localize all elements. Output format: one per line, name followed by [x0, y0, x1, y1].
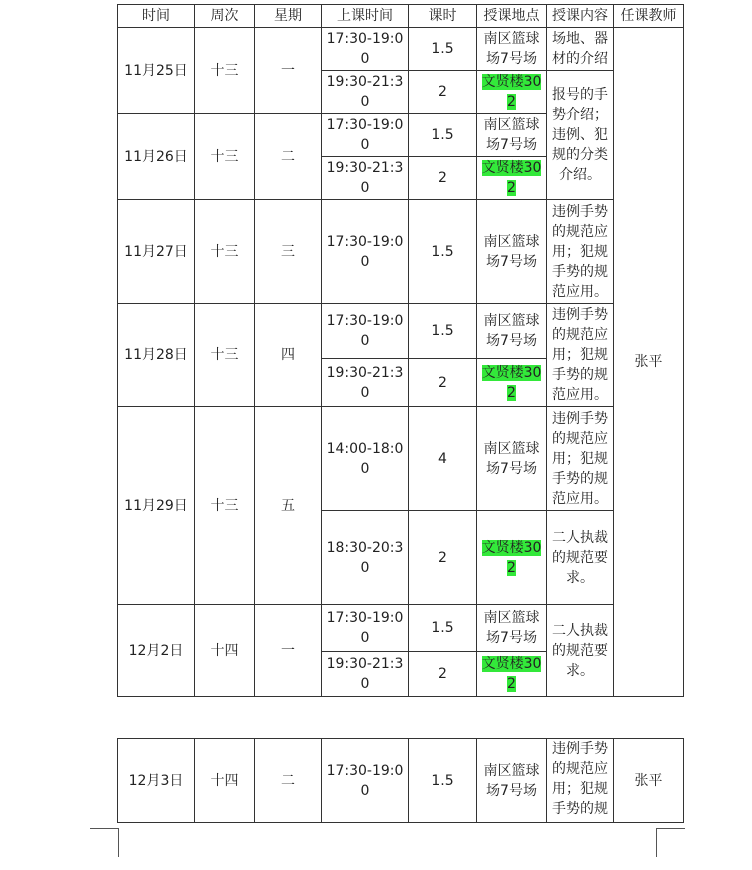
- hours-cell: 1.5: [409, 304, 477, 359]
- time-cell: 19:30-21:30: [322, 71, 409, 114]
- header-content: 授课内容: [547, 5, 614, 28]
- time-cell: 17:30-19:00: [322, 739, 409, 823]
- header-weekday: 星期: [255, 5, 322, 28]
- hours-cell: 2: [409, 157, 477, 200]
- table-row: [118, 739, 684, 823]
- week-cell: 十三: [195, 304, 255, 407]
- weekday-cell: 一: [255, 605, 322, 697]
- content-cell: 违例手势的规范应用；犯规手势的规范应用。: [547, 407, 614, 511]
- date-cell: 12月3日: [118, 739, 195, 823]
- weekday-cell: 二: [255, 114, 322, 200]
- location-cell: 南区篮球场7号场: [477, 114, 547, 157]
- table-row: [118, 304, 684, 359]
- header-row: [118, 5, 684, 28]
- week-cell: 十三: [195, 200, 255, 304]
- weekday-cell: 四: [255, 304, 322, 407]
- location-cell: [477, 359, 547, 407]
- header-hours: 课时: [409, 5, 477, 28]
- content-cell: 场地、器材的介绍: [547, 28, 614, 71]
- location-cell: 南区篮球场7号场: [477, 739, 547, 823]
- hours-cell: 1.5: [409, 114, 477, 157]
- hours-cell: 2: [409, 359, 477, 407]
- time-cell: 19:30-21:30: [322, 359, 409, 407]
- location-highlight: 文贤楼302: [481, 160, 542, 196]
- week-cell: 十三: [195, 114, 255, 200]
- location-cell: [477, 511, 547, 605]
- location-cell: [477, 652, 547, 697]
- hours-cell: 1.5: [409, 28, 477, 71]
- time-cell: 17:30-19:00: [322, 200, 409, 304]
- location-cell: 南区篮球场7号场: [477, 200, 547, 304]
- time-cell: 17:30-19:00: [322, 304, 409, 359]
- weekday-cell: 五: [255, 407, 322, 605]
- date-cell: 11月25日: [118, 28, 195, 114]
- location-cell: [477, 71, 547, 114]
- schedule-table: [117, 4, 684, 697]
- hours-cell: 2: [409, 652, 477, 697]
- time-cell: 19:30-21:30: [322, 652, 409, 697]
- hours-cell: 1.5: [409, 739, 477, 823]
- time-cell: 14:00-18:00: [322, 407, 409, 511]
- hours-cell: 2: [409, 511, 477, 605]
- time-cell: 17:30-19:00: [322, 114, 409, 157]
- location-cell: 南区篮球场7号场: [477, 407, 547, 511]
- table-row: [118, 200, 684, 304]
- weekday-cell: 二: [255, 739, 322, 823]
- location-highlight: 文贤楼302: [481, 364, 542, 401]
- page-crop-mark-right: [656, 828, 685, 857]
- date-cell: 11月28日: [118, 304, 195, 407]
- location-highlight: 文贤楼302: [481, 656, 542, 692]
- location-highlight: 文贤楼302: [481, 74, 542, 110]
- content-cell: 违例手势的规范应用；犯规手势的规: [547, 739, 614, 823]
- content-cell: 违例手势的规范应用；犯规手势的规范应用。: [547, 200, 614, 304]
- content-cell: 二人执裁的规范要求。: [547, 511, 614, 605]
- content-cell: 二人执裁的规范要求。: [547, 605, 614, 697]
- time-cell: 18:30-20:30: [322, 511, 409, 605]
- page-crop-mark-left: [90, 828, 119, 857]
- header-location: 授课地点: [477, 5, 547, 28]
- time-cell: 17:30-19:00: [322, 28, 409, 71]
- schedule-table-continued: [117, 738, 684, 823]
- time-cell: 19:30-21:30: [322, 157, 409, 200]
- week-cell: 十四: [195, 605, 255, 697]
- location-cell: [477, 157, 547, 200]
- location-cell: 南区篮球场7号场: [477, 304, 547, 359]
- time-cell: 17:30-19:00: [322, 605, 409, 652]
- location-cell: 南区篮球场7号场: [477, 605, 547, 652]
- table-row: [118, 407, 684, 511]
- table-row: [118, 605, 684, 652]
- hours-cell: 1.5: [409, 200, 477, 304]
- date-cell: 11月26日: [118, 114, 195, 200]
- table-row: [118, 28, 684, 71]
- week-cell: 十四: [195, 739, 255, 823]
- content-cell: 报号的手势介绍；违例、犯规的分类介绍。: [547, 71, 614, 200]
- date-cell: 12月2日: [118, 605, 195, 697]
- location-highlight: 文贤楼302: [481, 539, 542, 576]
- header-class-time: 上课时间: [322, 5, 409, 28]
- teacher-cell: 张平: [614, 739, 684, 823]
- week-cell: 十三: [195, 28, 255, 114]
- header-teacher: 任课教师: [614, 5, 684, 28]
- date-cell: 11月29日: [118, 407, 195, 605]
- weekday-cell: 三: [255, 200, 322, 304]
- week-cell: 十三: [195, 407, 255, 605]
- hours-cell: 4: [409, 407, 477, 511]
- weekday-cell: 一: [255, 28, 322, 114]
- date-cell: 11月27日: [118, 200, 195, 304]
- location-cell: 南区篮球场7号场: [477, 28, 547, 71]
- teacher-cell: 张平: [614, 28, 684, 697]
- header-date: 时间: [118, 5, 195, 28]
- content-cell: 违例手势的规范应用；犯规手势的规范应用。: [547, 304, 614, 407]
- header-week: 周次: [195, 5, 255, 28]
- hours-cell: 2: [409, 71, 477, 114]
- hours-cell: 1.5: [409, 605, 477, 652]
